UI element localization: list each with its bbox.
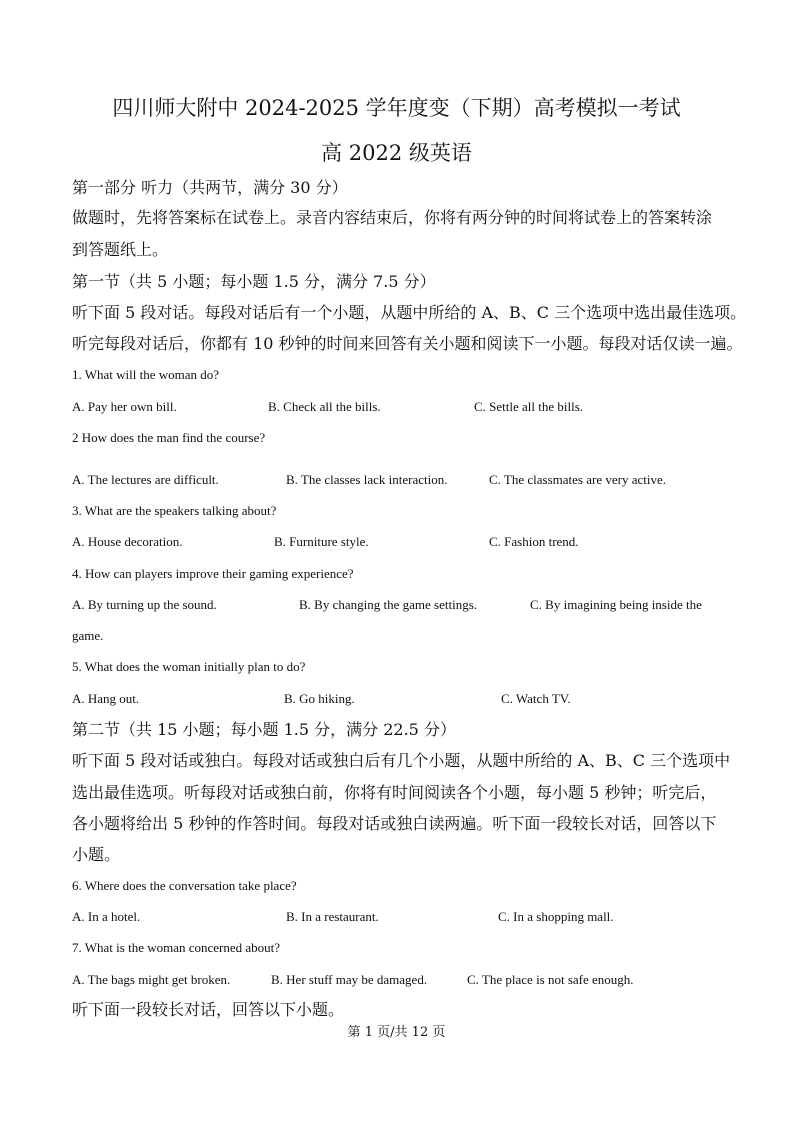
option-c: C. Fashion trend. [489, 534, 579, 549]
option-a: A. The bags might get broken. [72, 972, 231, 987]
question-text: 2 How does the man find the course? [72, 430, 266, 445]
part1-intro-line: 做题时，先将答案标在试卷上。录音内容结束后，你将有两分钟的时间将试卷上的答案转涂 [72, 208, 713, 227]
option-b: B. Her stuff may be damaged. [271, 972, 428, 987]
page-title: 四川师大附中 2024-2025 学年度变（下期）高考模拟一考试 [112, 96, 681, 120]
option-b: B. By changing the game settings. [299, 597, 478, 612]
question-text: 7. What is the woman concerned about? [72, 940, 281, 955]
section2-instruction: 各小题将给出 5 秒钟的作答时间。每段对话或独白读两遍。听下面一段较长对话，回答以下 [72, 814, 717, 833]
option-c: C. The place is not safe enough. [467, 972, 634, 987]
section2-heading: 第二节（共 15 小题；每小题 1.5 分，满分 22.5 分） [72, 720, 456, 739]
section1-instruction: 听完每段对话后，你都有 10 秒钟的时间来回答有关小题和阅读下一小题。每段对话仅读一遍。 [72, 334, 743, 353]
option-c: C. By imagining being inside the [530, 597, 702, 612]
option-c-continuation: game. [72, 628, 104, 643]
option-a: A. In a hotel. [72, 909, 141, 924]
section1-heading: 第一节（共 5 小题；每小题 1.5 分，满分 7.5 分） [72, 272, 436, 291]
option-a: A. The lectures are difficult. [72, 472, 219, 487]
question-text: 4. How can players improve their gaming experience? [72, 566, 354, 581]
section2-instruction: 听下面 5 段对话或独白。每段对话或独白后有几个小题，从题中所给的 A、B、C 三个选项中 [72, 751, 731, 770]
option-b: B. Furniture style. [274, 534, 369, 549]
section2-instruction: 选出最佳选项。听每段对话或独白前，你将有时间阅读各个小题，每小题 5 秒钟；听完后， [72, 783, 717, 802]
question-text: 6. Where does the conversation take place? [72, 878, 297, 893]
question-text: 5. What does the woman initially plan to do? [72, 659, 306, 674]
question-text: 3. What are the speakers talking about? [72, 503, 277, 518]
question-text: 1. What will the woman do? [72, 367, 220, 382]
option-c: C. In a shopping mall. [498, 909, 614, 924]
option-c: C. The classmates are very active. [489, 472, 666, 487]
option-c: C. Watch TV. [501, 691, 571, 706]
option-b: B. Go hiking. [284, 691, 355, 706]
section2-instruction: 小题。 [72, 845, 121, 864]
option-a: A. Pay her own bill. [72, 399, 177, 414]
option-b: B. The classes lack interaction. [286, 472, 448, 487]
page-number: 第 1 页/共 12 页 [347, 1025, 446, 1040]
part1-intro-line: 到答题纸上。 [72, 240, 169, 259]
option-c: C. Settle all the bills. [474, 399, 584, 414]
part1-heading: 第一部分 听力（共两节，满分 30 分） [72, 178, 348, 197]
option-b: B. In a restaurant. [286, 909, 379, 924]
option-a: A. By turning up the sound. [72, 597, 217, 612]
section2-closing: 听下面一段较长对话，回答以下小题。 [72, 1000, 345, 1019]
option-b: B. Check all the bills. [268, 399, 381, 414]
option-a: A. Hang out. [72, 691, 140, 706]
option-a: A. House decoration. [72, 534, 183, 549]
page-subtitle: 高 2022 级英语 [321, 141, 472, 165]
section1-instruction: 听下面 5 段对话。每段对话后有一个小题，从题中所给的 A、B、C 三个选项中选出最佳选项。 [72, 303, 747, 322]
